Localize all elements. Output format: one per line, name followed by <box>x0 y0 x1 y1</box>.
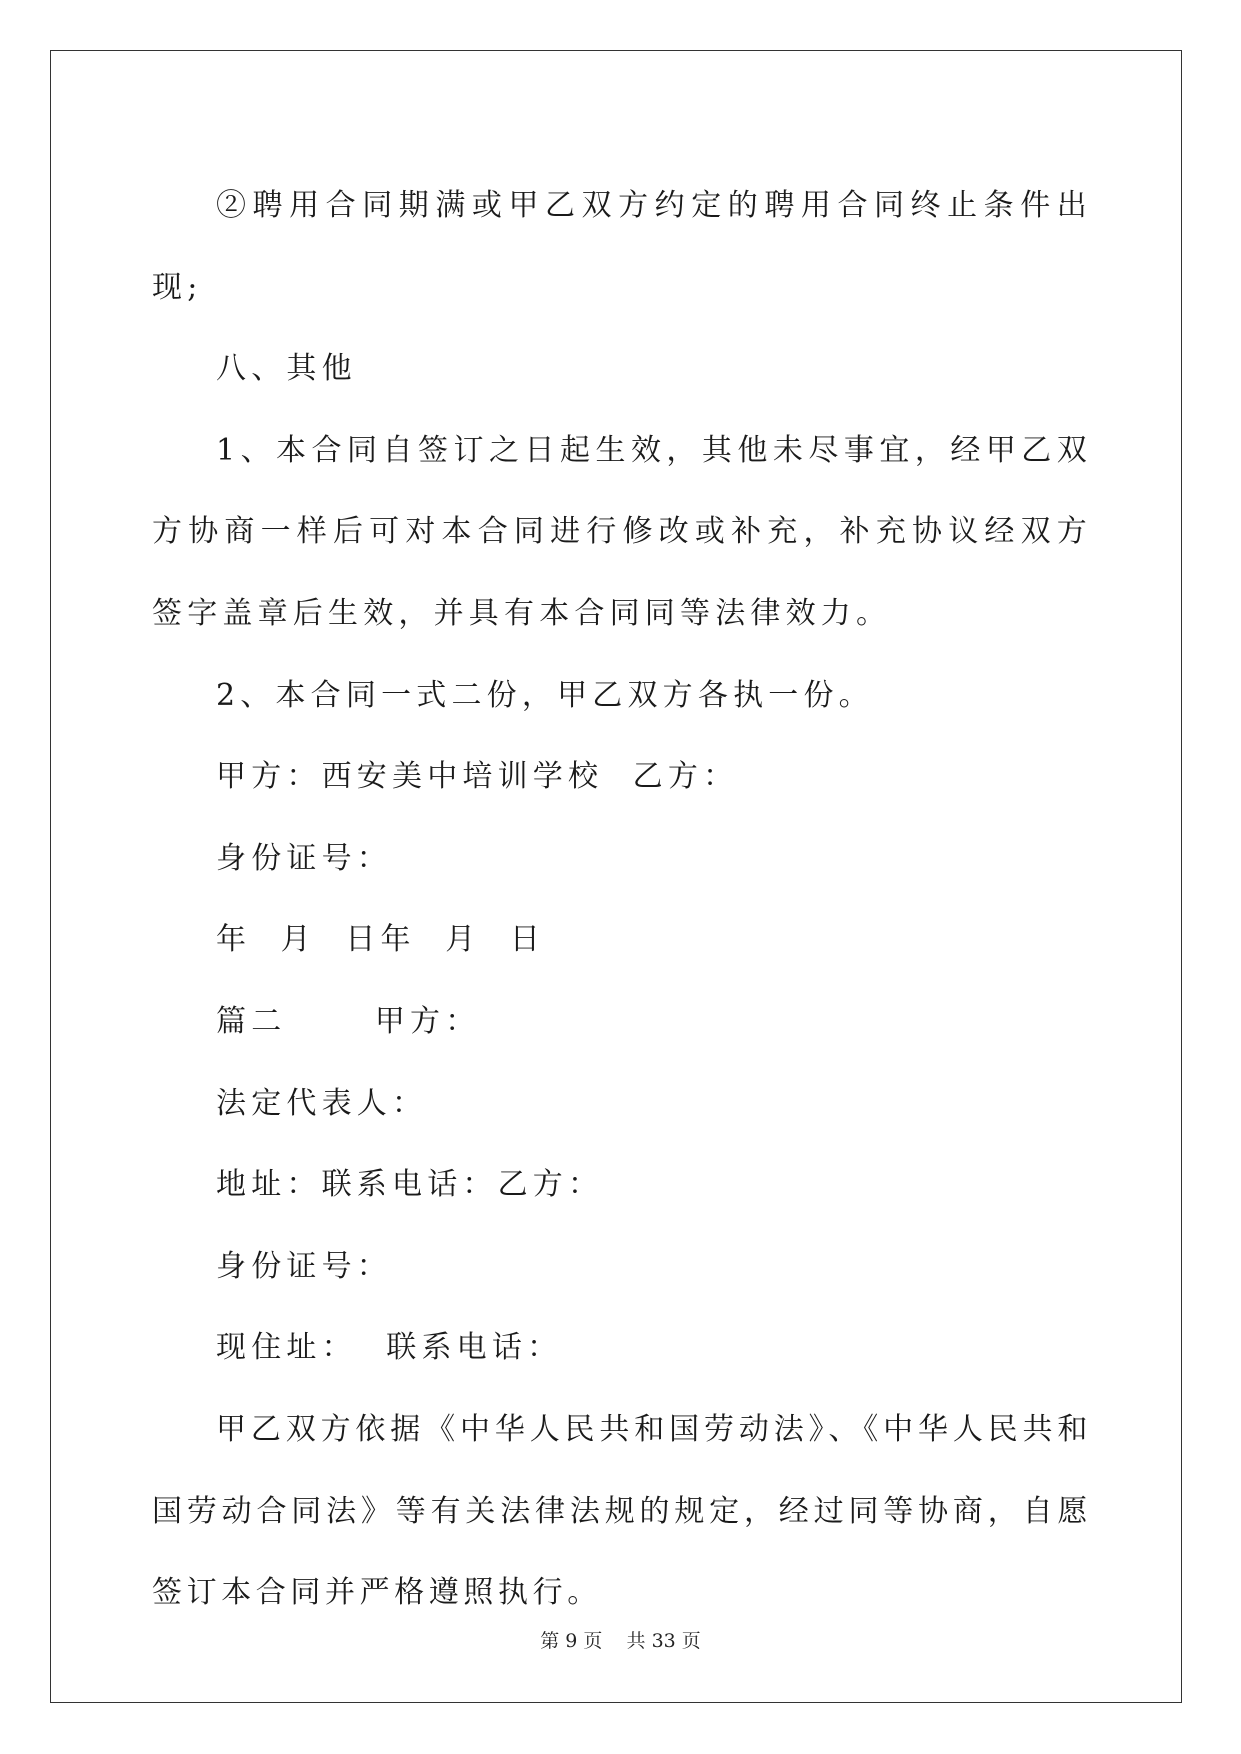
id-number-line-2: 身份证号： <box>216 1248 392 1284</box>
paragraph-copies-clause: 2、本合同一式二份，甲乙双方各执一份。 <box>216 677 874 713</box>
part-two-party-a-line: 篇二 甲方： <box>216 1003 481 1039</box>
document-body <box>152 165 1092 1634</box>
paragraph-effective-clause: 1、本合同自签订之日起生效，其他未尽事宜，经甲乙双方协商一样后可对本合同进行修改或补充，补充协议经双方签字盖章后生效，并具有本合同同等法律效力。 <box>152 432 1092 631</box>
paragraph-termination-condition: ②聘用合同期满或甲乙双方约定的聘用合同终止条件出现; <box>152 188 1092 305</box>
page-number-footer: 第 9 页 共 33 页 <box>540 1630 701 1652</box>
legal-representative-line: 法定代表人： <box>216 1085 428 1121</box>
current-address-line: 现住址： 联系电话： <box>216 1330 563 1366</box>
section-heading-other: 八、其他 <box>216 351 357 387</box>
date-line: 年 月 日年 月 日 <box>216 922 546 958</box>
address-phone-line: 地址：联系电话：乙方： <box>216 1167 604 1203</box>
id-number-line: 身份证号： <box>216 840 392 876</box>
paragraph-legal-basis: 甲乙双方依据《中华人民共和国劳动法》、《中华人民共和国劳动合同法》等有关法律法规的规定，经过同等协商，自愿签订本合同并严格遵照执行。 <box>152 1411 1092 1611</box>
signature-party-line: 甲方：西安美中培训学校 乙方： <box>216 759 739 795</box>
